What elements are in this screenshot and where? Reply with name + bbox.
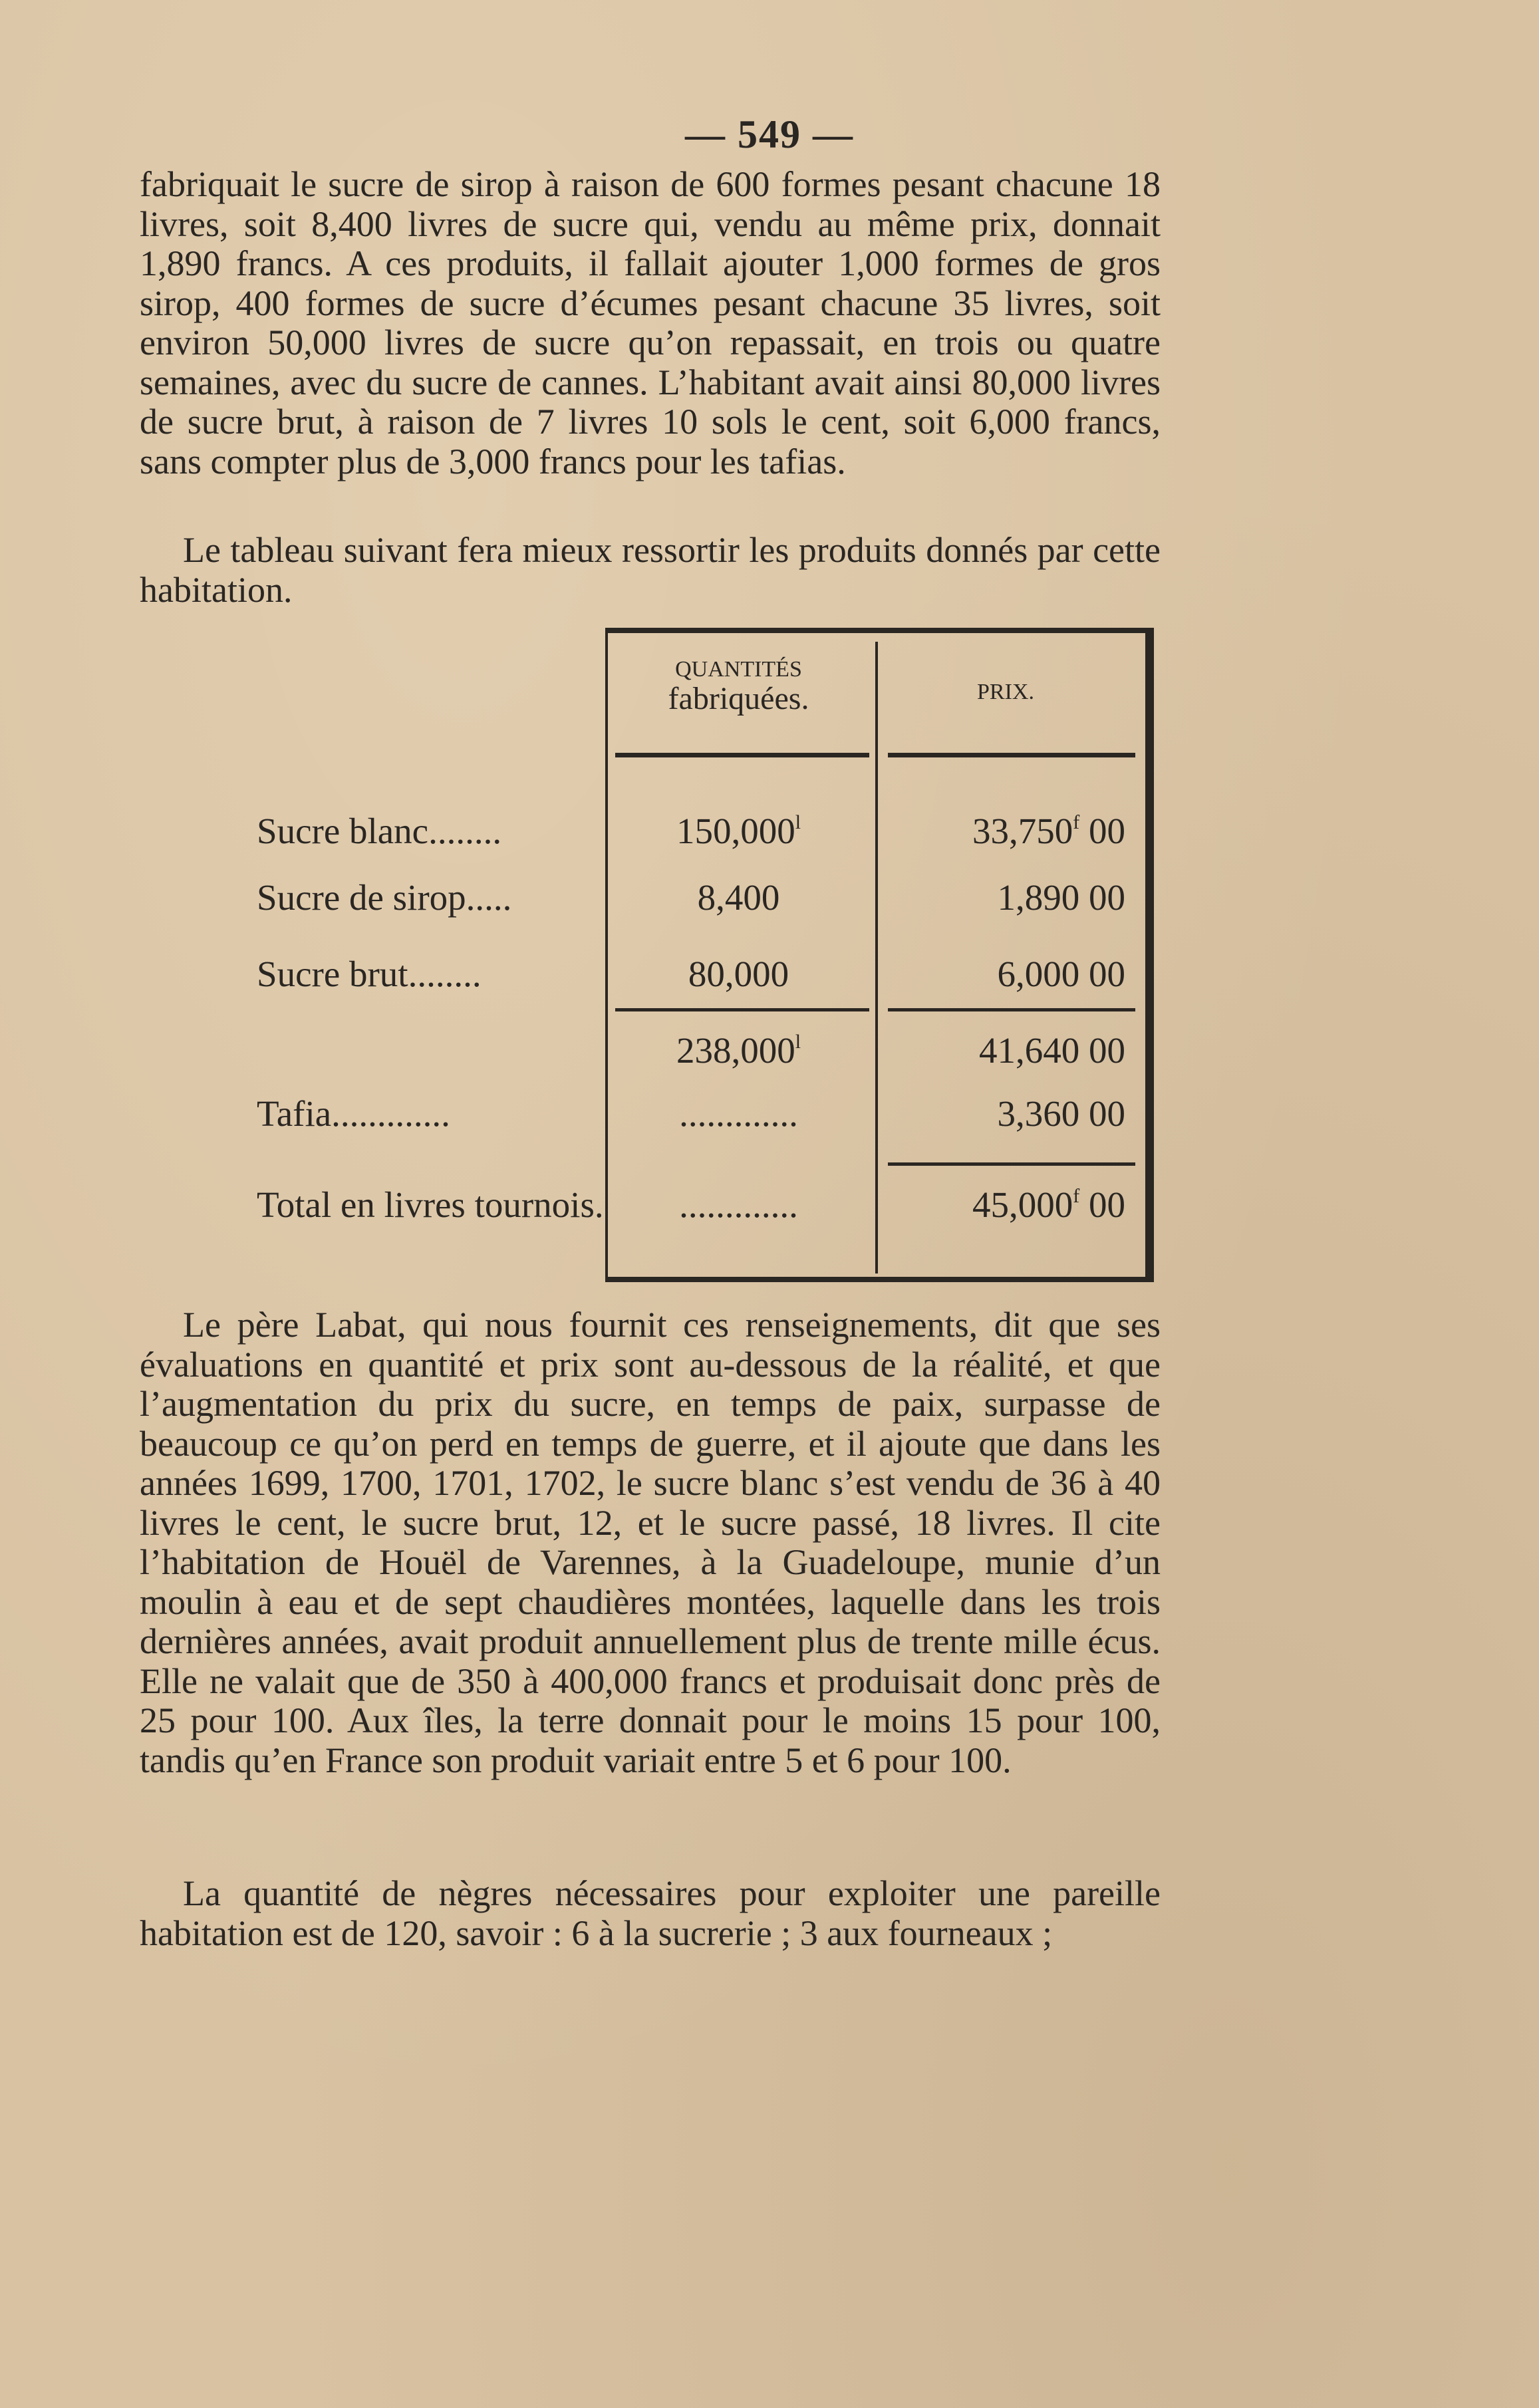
paragraph-4-text: La quantité de nègres nécessaires pour exploiter une pareille habitation est de 120, savoir : 6 à la sucrerie ; 3 aux fourneaux ; <box>140 1873 1161 1953</box>
page-number: — 549 — <box>685 112 854 156</box>
row-label-sucre-blanc: Sucre blanc........ <box>257 811 502 851</box>
subtotal-rule-qty <box>615 1008 869 1011</box>
paragraph-3 <box>140 1305 1161 1780</box>
subtotal-price: 41,640 00 <box>979 1030 1125 1071</box>
paragraph-1 <box>140 165 1161 481</box>
row-price-total: 45,000$^f$ 00 <box>972 1184 1125 1225</box>
header-quantities <box>611 655 867 714</box>
row-label-sucre-brut: Sucre brut........ <box>257 954 482 994</box>
row-qty-tafia: ............. <box>679 1093 798 1134</box>
row-price-tafia: 3,360 00 <box>997 1093 1125 1134</box>
row-price-sucre-brut: 6,000 00 <box>997 954 1125 994</box>
subtotal-rule-price <box>888 1008 1135 1011</box>
table-column-divider <box>875 642 878 1273</box>
row-qty-sucre-blanc: 150,000$^l$ <box>676 811 801 851</box>
header-rule-price <box>888 753 1135 757</box>
header-rule-qty <box>615 753 869 757</box>
header-quantities-line1: QUANTITÉS <box>675 657 802 682</box>
row-label-total: Total en livres tournois. <box>257 1184 604 1225</box>
row-label-sucre-de-sirop: Sucre de sirop..... <box>257 877 512 918</box>
row-price-sucre-blanc: 33,750$^f$ 00 <box>972 811 1125 851</box>
row-qty-sucre-brut: 80,000 <box>688 954 789 994</box>
paragraph-4 <box>140 1874 1161 1953</box>
paragraph-2 <box>140 531 1161 610</box>
table-bottom-rule <box>605 1277 1154 1282</box>
total-rule-price <box>888 1162 1135 1166</box>
table-right-rule <box>1145 628 1154 1282</box>
subtotal-qty: 238,000$^l$ <box>676 1030 801 1071</box>
header-quantities-line2: fabriquées. <box>668 681 809 716</box>
paragraph-3-text: Le père Labat, qui nous fournit ces renseignements, dit que ses évaluations en quantité et prix sont au-dessous de la réalité, et que l’augmentation du prix du sucre, en temps de paix, surpasse de beaucoup ce qu’on perd en temps de guerre, et il ajoute que dans les années 1699, 1700, 1701, 1702, le sucre blanc s’est vendu de 36 à 40 livres le cent, le sucre brut, 12, et le sucre passé, 18 livres. Il cite l’habitation de Houël de Varennes, à la Guadeloupe, munie d’un moulin à eau et de sept chaudières montées, laquelle dans les trois dernières années, avait produit annuellement plus de trente mille écus. Elle ne valait que de 350 à 400,000 francs et produisait donc près de 25 pour 100. Aux îles, la terre donnait pour le moins 15 pour 100, tandis qu’en France son produit variait entre 5 et 6 pour 100. <box>140 1305 1161 1780</box>
row-qty-total: ............. <box>679 1184 798 1225</box>
row-qty-sucre-de-sirop: 8,400 <box>697 877 780 918</box>
header-price: PRIX. <box>977 680 1034 704</box>
paragraph-2-text: Le tableau suivant fera mieux ressortir les produits donnés par cette habitation. <box>140 530 1161 610</box>
row-price-sucre-de-sirop: 1,890 00 <box>997 877 1125 918</box>
row-label-tafia: Tafia............. <box>257 1093 450 1134</box>
paragraph-1-text: fabriquait le sucre de sirop à raison de 600 formes pesant chacune 18 livres, soit 8,400 livres de sucre qui, vendu au même prix, donnait 1,890 francs. A ces produits, il fallait ajouter 1,000 formes de gros sirop, 400 formes de sucre d’écumes pesant chacune 35 livres, soit environ 50,000 livres de sucre qu’on repassait, en trois ou quatre semaines, avec du sucre de cannes. L’habitant avait ainsi 80,000 livres de sucre brut, à raison de 7 livres 10 sols le cent, soit 6,000 francs, sans compter plus de 3,000 francs pour les tafias. <box>140 164 1161 481</box>
table-top-rule <box>605 628 1154 633</box>
